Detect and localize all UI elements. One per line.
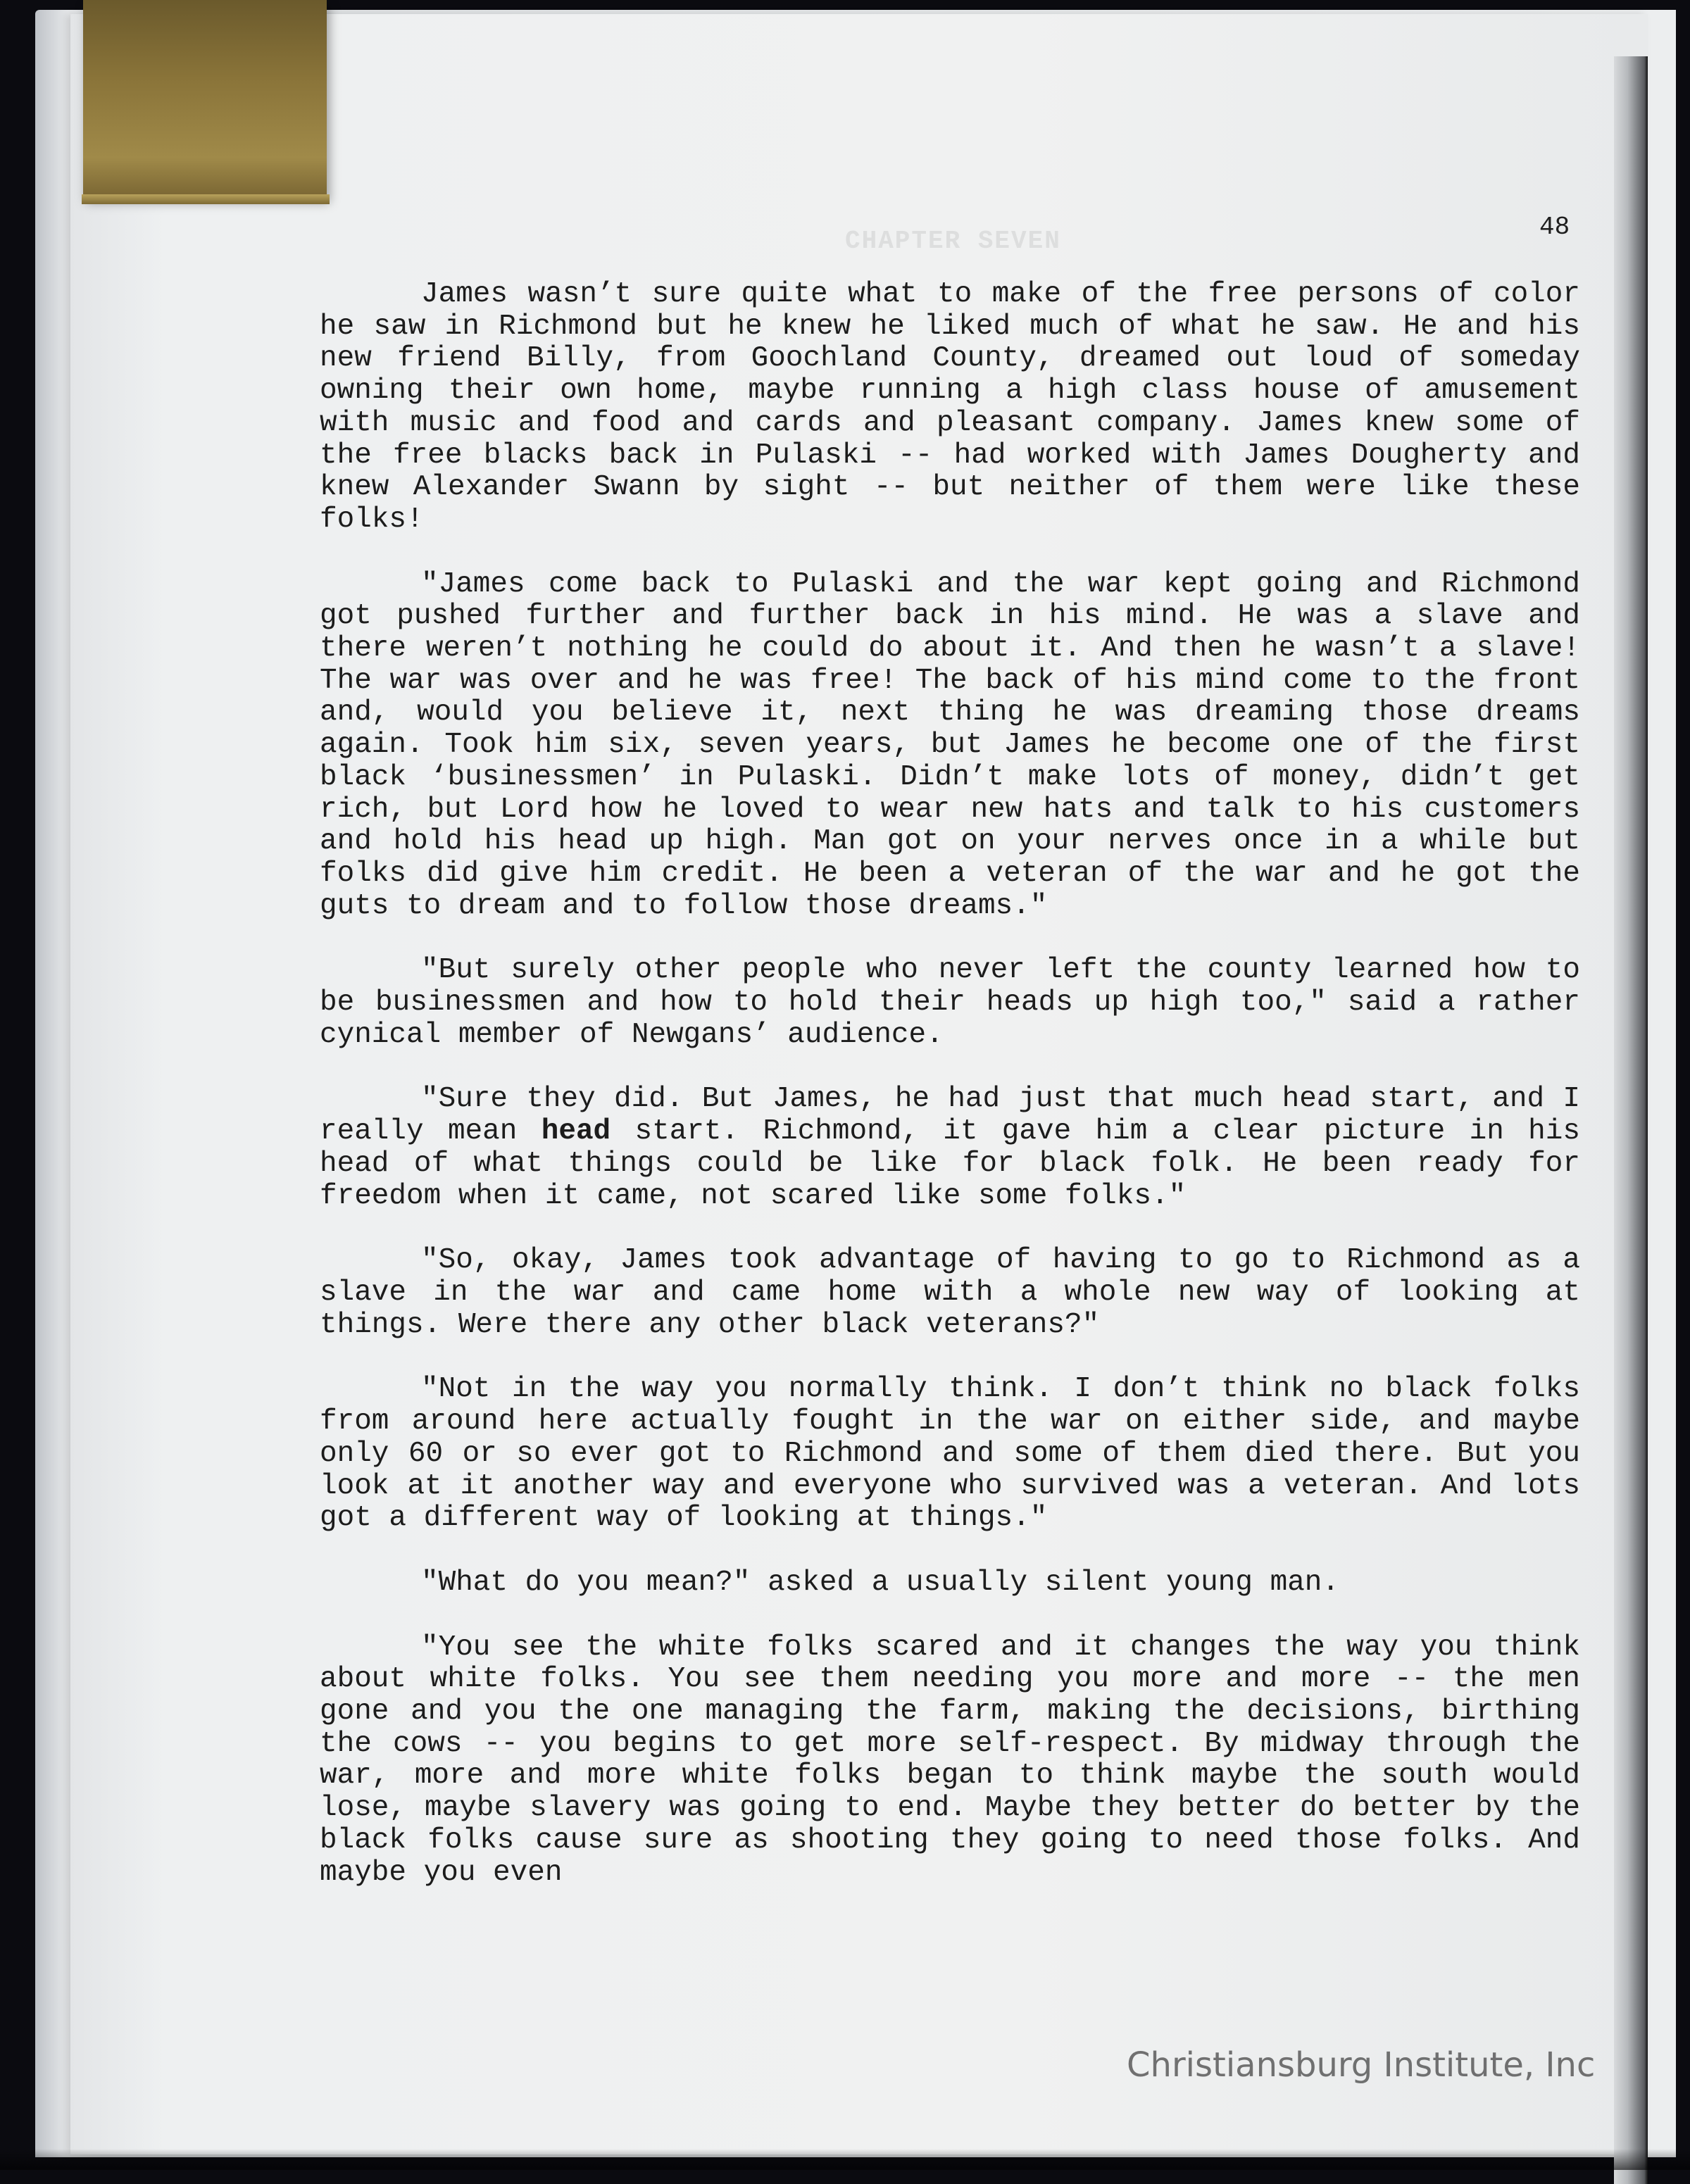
page-edge (1614, 56, 1648, 2184)
watermark: Christiansburg Institute, Inc (1127, 2045, 1596, 2085)
paragraph: "James come back to Pulaski and the war kept going and Richmond got pushed further and further back in his mind. He was a slave and there weren’t nothing he could do about it. And then he wasn’t a slave! The war was over and he was free! The back of his mind come to the front and, would you believe it, next thing he was dreaming those dreams again. Took him six, seven years, but James he become one of the first black ‘businessmen’ in Pulaski. Didn’t make lots of money, didn’t get rich, but Lord how he loved to wear new hats and talk to his customers and hold his head up high. Man got on your nerves once in a while but folks did give him credit. He been a veteran of the war and he got the guts to dream and to follow those dreams." (320, 567, 1580, 922)
paragraph (320, 1084, 1580, 1212)
paragraph: "But surely other people who never left the county learned how to be businessmen and how to hold their heads up high too," said a rather cynical member of Newgans’ audience. (320, 954, 1580, 1051)
paragraph-text: "Sure they did. But James, he had just that much head start, and I really mean (320, 1083, 1580, 1148)
paragraph: James wasn’t sure quite what to make of the free persons of color he saw in Richmond but he knew he liked much of what he saw. He and his new friend Billy, from Goochland County, dreamed out loud of someday owning their own home, maybe running a high class house of amusement with music and food and cards and pleasant company. James knew some of the free blacks back in Pulaski -- had worked with James Dougherty and knew Alexander Swann by sight -- but neither of them were like these folks! (320, 278, 1580, 536)
binder-clip (83, 0, 327, 197)
body-text (320, 279, 1580, 1921)
paragraph-text: start. Richmond, it gave him a clear picture in his head of what things could be like for black folk. He been ready for freedom when it came, not scared like some folks." (320, 1115, 1580, 1212)
paragraph: "So, okay, James took advantage of having to go to Richmond as a slave in the war and came home with a whole new way of looking at things. Were there any other black veterans?" (320, 1244, 1580, 1341)
paragraph: "Not in the way you normally think. I don’t think no black folks from around here actually fought in the war on either side, and maybe only 60 or so ever got to Richmond and some of them died there. But you look at it another way and everyone who survived was a veteran. And lots got a different way of looking at things." (320, 1373, 1580, 1535)
paragraph: "What do you mean?" asked a usually silent young man. (421, 1566, 1340, 1599)
bold-word: head (541, 1115, 611, 1148)
paragraph: "You see the white folks scared and it changes the way you think about white folks. You see them needing you more and more -- the men gone and you the one managing the farm, making the decisions, birthing the cows -- you begins to get more self-respect. By midway through the war, more and more white folks began to think maybe the south would lose, maybe slavery was going to end. Maybe they better do better by the black folks cause sure as shooting they going to need those folks. And maybe you even (320, 1631, 1580, 1889)
bleed-through-heading: CHAPTER SEVEN (845, 227, 1061, 256)
page-number: 48 (1539, 213, 1570, 241)
bottom-shadow (0, 2149, 1690, 2170)
